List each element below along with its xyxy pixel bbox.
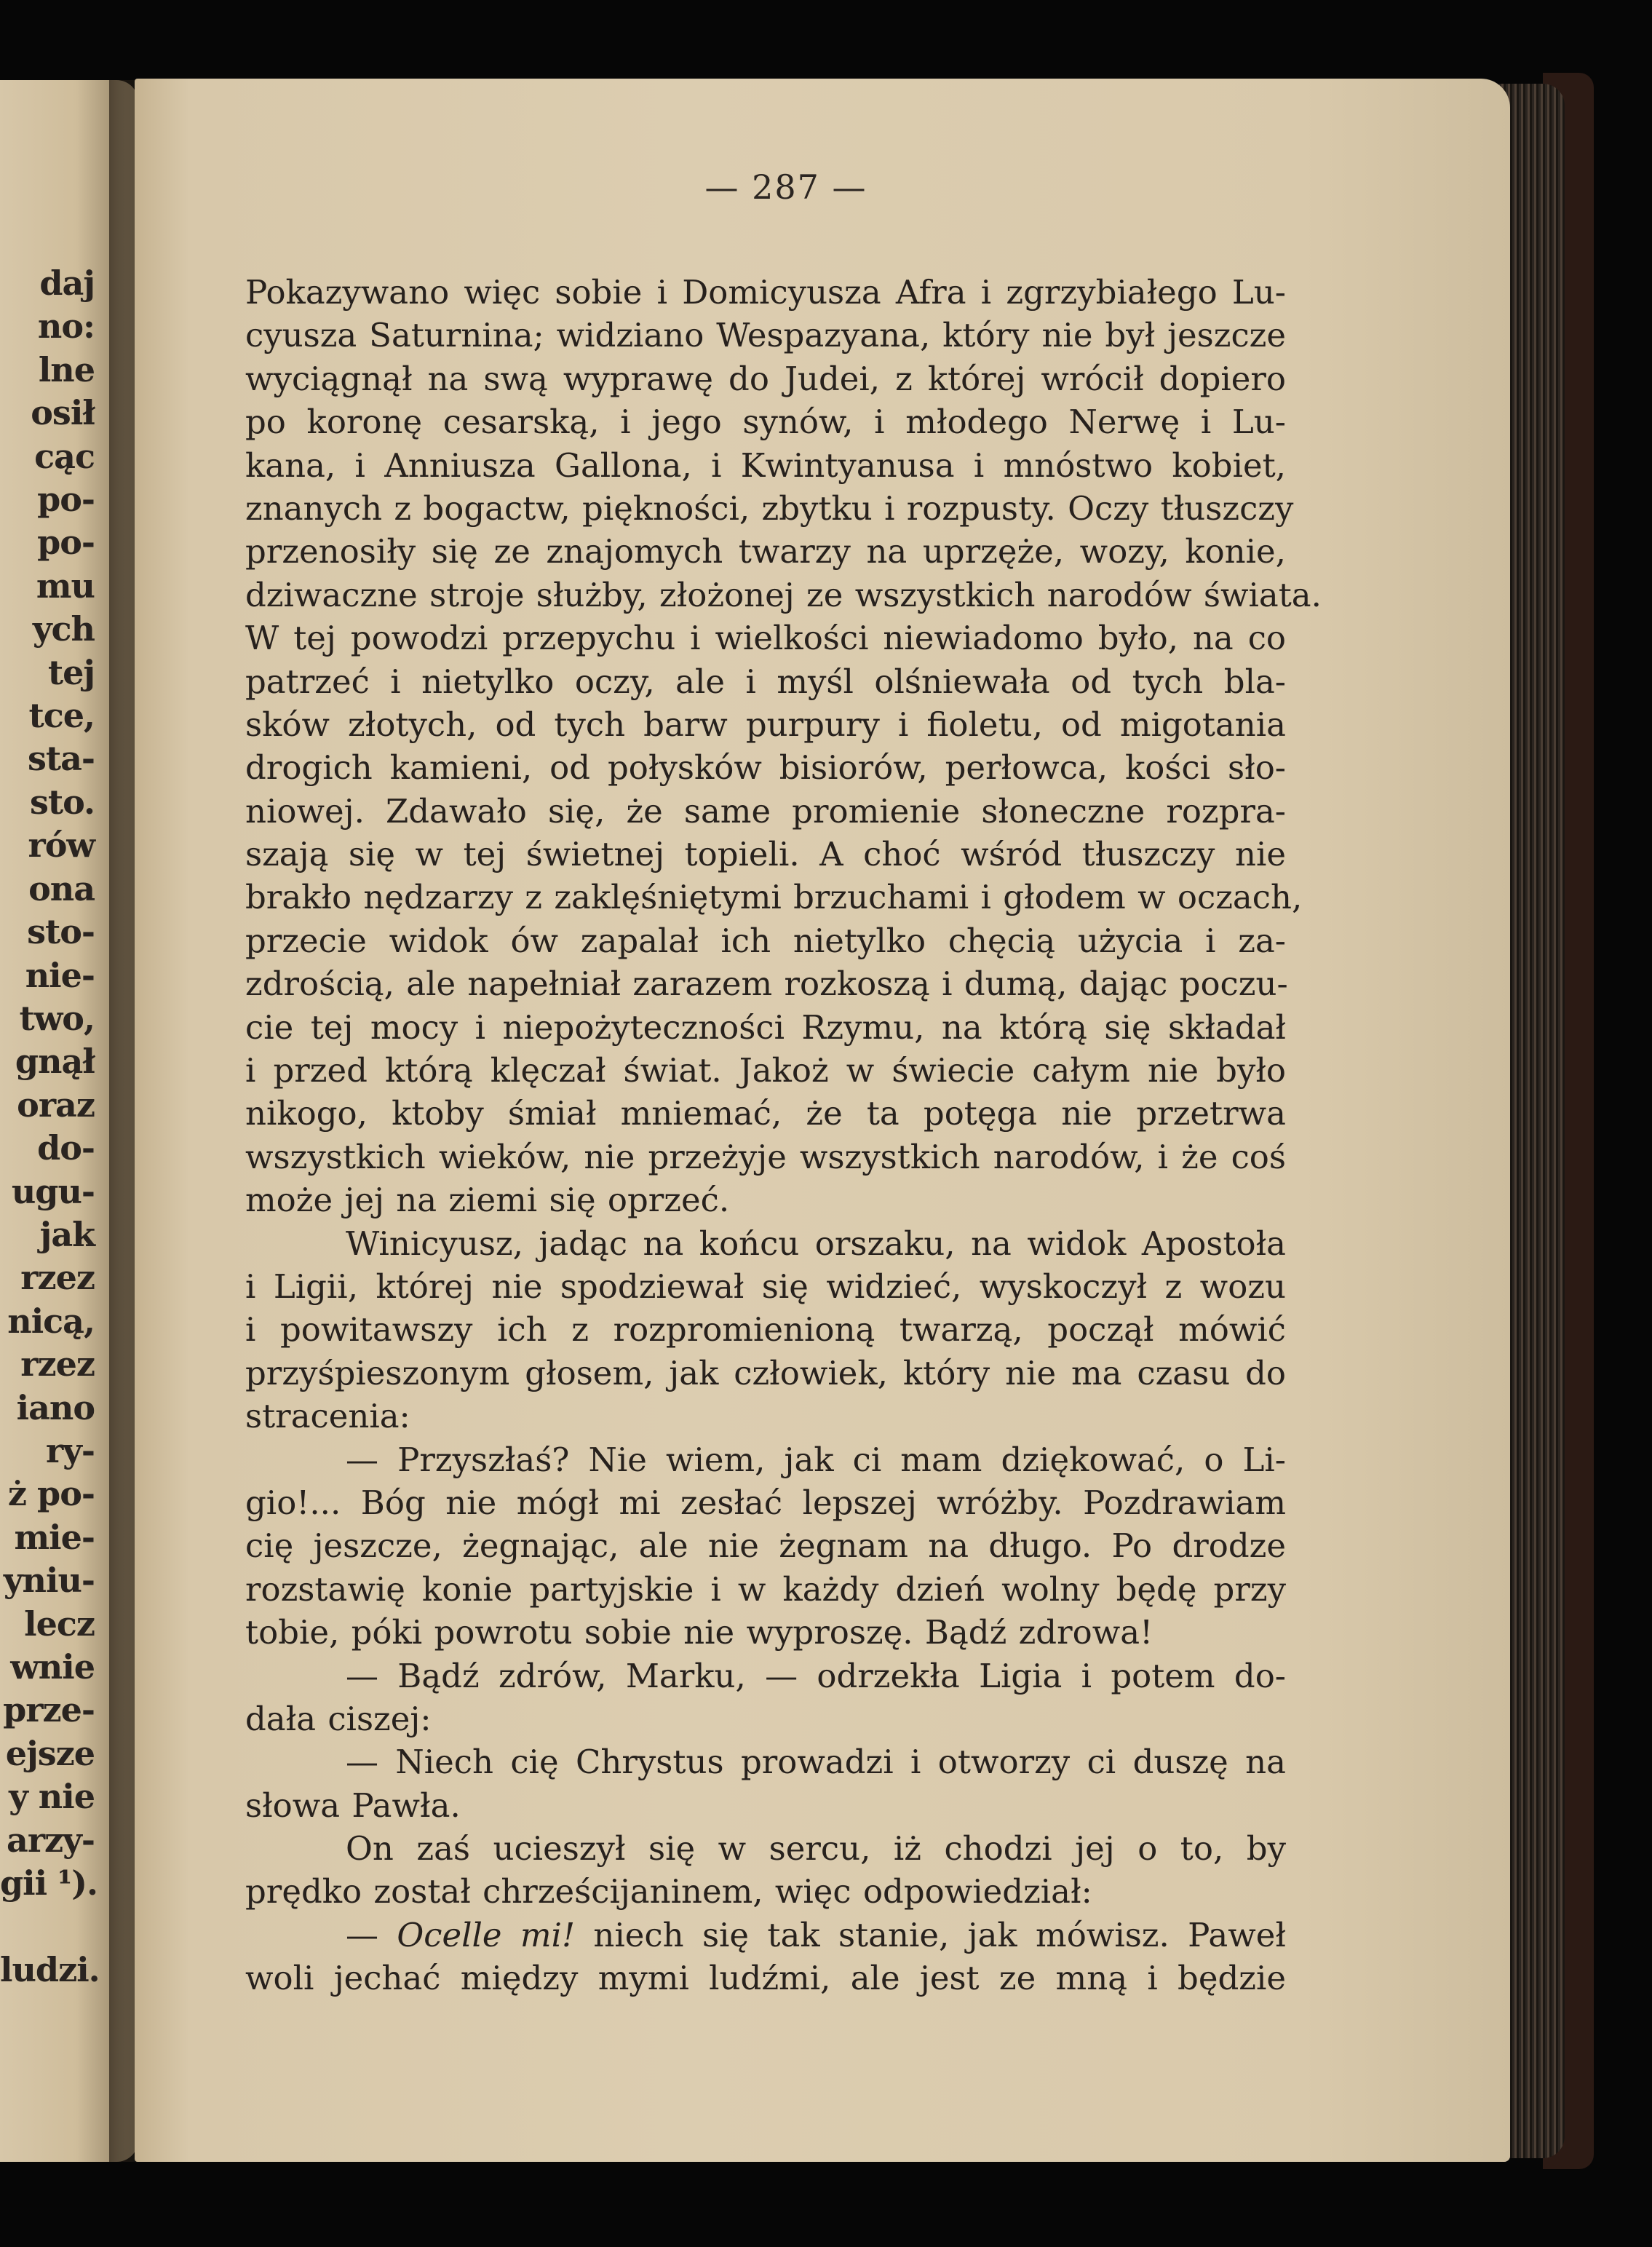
left-page-fragment: po- [37, 523, 95, 563]
left-page-fragment: daj [39, 263, 95, 303]
left-page-fragment: mu [36, 566, 95, 606]
text-line: cyusza Saturnina; widziano Wespazyana, który nie był jeszcze [245, 316, 1286, 355]
text-line: i powitawszy ich z rozpromienioną twarzą, począł mówić [245, 1310, 1286, 1350]
text-line: niowej. Zdawało się, że same promienie słoneczne rozpra- [245, 791, 1286, 831]
left-page-fragment: jak [39, 1214, 95, 1254]
left-page-fragment: gnął [15, 1042, 95, 1082]
text-line: i Ligii, której nie spodziewał się widzieć, wyskoczył z wozu [245, 1267, 1286, 1306]
left-page-fragment: ejsze [5, 1733, 95, 1773]
left-page-fragment: ludzi. [0, 1949, 100, 1989]
text-line: dziwaczne stroje służby, złożonej ze wszystkich narodów świata. [245, 575, 1322, 614]
left-page-fragment: nicą, [7, 1301, 95, 1341]
text-line: kana, i Anniusza Gallona, i Kwintyanusa i mnóstwo kobiet, [245, 445, 1286, 485]
text-line: brakło nędzarzy z zaklęśniętymi brzuchami i głodem w oczach, [245, 878, 1303, 917]
text-line: rozstawię konie partyjskie i w każdy dzień wolny będę przy [245, 1569, 1286, 1609]
left-page-fragment: rów [28, 825, 95, 865]
text-line: — Bądź zdrów, Marku, — odrzekła Ligia i potem do- [346, 1656, 1286, 1695]
text-line: — Niech cię Chrystus prowadzi i otworzy ci duszę na [346, 1743, 1286, 1782]
text-line: i przed którą klęczał świat. Jakoż w świecie całym nie było [245, 1051, 1286, 1090]
left-page-fragment: rzez [20, 1344, 95, 1384]
left-page-fragment: mie- [14, 1517, 95, 1557]
left-page-fragment: sto. [29, 782, 95, 822]
left-page-fragment: wnie [10, 1647, 95, 1687]
left-page-fragment: cąc [34, 436, 95, 476]
text-line: dała ciszej: [245, 1699, 432, 1738]
left-page-fragment: gii ¹). [0, 1863, 98, 1903]
left-page-fragment: ych [32, 609, 95, 649]
left-page-fragment: sta- [27, 739, 95, 779]
text-line: może jej na ziemi się oprzeć. [245, 1181, 730, 1220]
left-page-fragment: sto- [27, 912, 95, 952]
text-line: drogich kamieni, od połysków bisiorów, perłowca, kości sło- [245, 748, 1286, 788]
page-number: — 287 — [704, 167, 867, 207]
body-text [245, 271, 1322, 2000]
left-page-fragment: osił [31, 393, 95, 433]
left-page-fragment [0, 1905, 95, 1948]
left-page-fragment: ry- [45, 1430, 95, 1470]
left-page-fragment: y nie [9, 1777, 95, 1817]
text-line: znanych z bogactw, piękności, zbytku i rozpusty. Oczy tłuszczy [245, 488, 1294, 528]
text-line: Winicyusz, jadąc na końcu orszaku, na widok Apostoła [346, 1224, 1286, 1263]
text-line: On zaś ucieszył się w sercu, iż chodzi jej o to, by [346, 1829, 1286, 1868]
text-line: przyśpieszonym głosem, jak człowiek, który nie ma czasu do [245, 1353, 1286, 1392]
left-page-fragment: tce, [28, 696, 95, 736]
left-page-fragment: lne [38, 349, 95, 389]
text-line: Pokazywano więc sobie i Domicyusza Afra i zgrzybiałego Lu- [245, 273, 1286, 312]
left-page-fragment: prze- [3, 1690, 95, 1730]
left-page-fragment: lecz [24, 1604, 95, 1644]
left-page-fragment: tej [47, 652, 95, 692]
text-line: cie tej mocy i niepożyteczności Rzymu, na którą się składał [245, 1007, 1286, 1047]
text-line: wszystkich wieków, nie przeżyje wszystkich narodów, i że coś [245, 1137, 1286, 1176]
text-line: sków złotych, od tych barw purpury i fioletu, od migotania [245, 705, 1286, 744]
text-line: wyciągnął na swą wyprawę do Judei, z której wrócił dopiero [245, 359, 1286, 398]
left-page-fragment: yniu- [3, 1561, 95, 1601]
left-page-fragment: ona [28, 868, 95, 908]
text-line: po koronę cesarską, i jego synów, i młodego Nerwę i Lu- [245, 403, 1286, 442]
left-page-fragment: ugu- [11, 1171, 95, 1211]
left-page-fragment: iano [16, 1387, 95, 1427]
line-rest: niech się tak stanie, jak mówisz. Paweł [575, 1915, 1287, 1954]
left-page-text [0, 262, 100, 1992]
left-page-fragment: ż po- [7, 1474, 95, 1514]
text-line: woli jechać między mymi ludźmi, ale jest ze mną i będzie [245, 1959, 1286, 1998]
left-page-fragment: rzez [20, 1258, 95, 1298]
left-page-fragment: nie- [25, 955, 95, 995]
text-line: tobie, póki powrotu sobie nie wyproszę. Bądź zdrowa! [245, 1613, 1153, 1652]
text-line: patrzeć i nietylko oczy, ale i myśl olśniewała od tych bla- [245, 662, 1286, 701]
text-line: stracenia: [245, 1397, 410, 1436]
left-page-fragment: po- [37, 480, 95, 520]
left-page-fragment: two, [19, 998, 95, 1038]
text-line: przenosiły się ze znajomych twarzy na uprzęże, wozy, konie, [245, 532, 1286, 571]
text-line-italic-phrase [245, 1914, 1286, 1957]
left-page-fragment: no: [37, 306, 95, 346]
left-page-fragment: do- [37, 1128, 95, 1168]
text-line: gio!... Bóg nie mógł mi zesłać lepszej wróżby. Pozdrawiam [245, 1483, 1286, 1522]
text-line: szają się w tej świetnej topieli. A choć wśród tłuszczy nie [245, 835, 1286, 874]
italic-phrase: Ocelle mi! [397, 1915, 576, 1954]
text-line: prędko został chrześcijaninem, więc odpowiedział: [245, 1872, 1092, 1911]
dash: — [346, 1915, 397, 1954]
text-line: cię jeszcze, żegnając, ale nie żegnam na długo. Po drodze [245, 1526, 1286, 1566]
text-line: — Przyszłaś? Nie wiem, jak ci mam dziękować, o Li- [346, 1440, 1286, 1479]
text-line: zdrością, ale napełniał zarazem rozkoszą i dumą, dając poczu- [245, 964, 1288, 1004]
left-page-fragment: oraz [17, 1085, 95, 1125]
text-line: nikogo, ktoby śmiał mniemać, że ta potęga nie przetrwa [245, 1094, 1286, 1133]
left-page-fragment: arzy- [7, 1820, 95, 1860]
text-line: przecie widok ów zapalał ich nietylko chęcią użycia i za- [245, 921, 1286, 960]
text-line: słowa Pawła. [245, 1786, 461, 1825]
text-line: W tej powodzi przepychu i wielkości niewiadomo było, na co [245, 619, 1286, 658]
